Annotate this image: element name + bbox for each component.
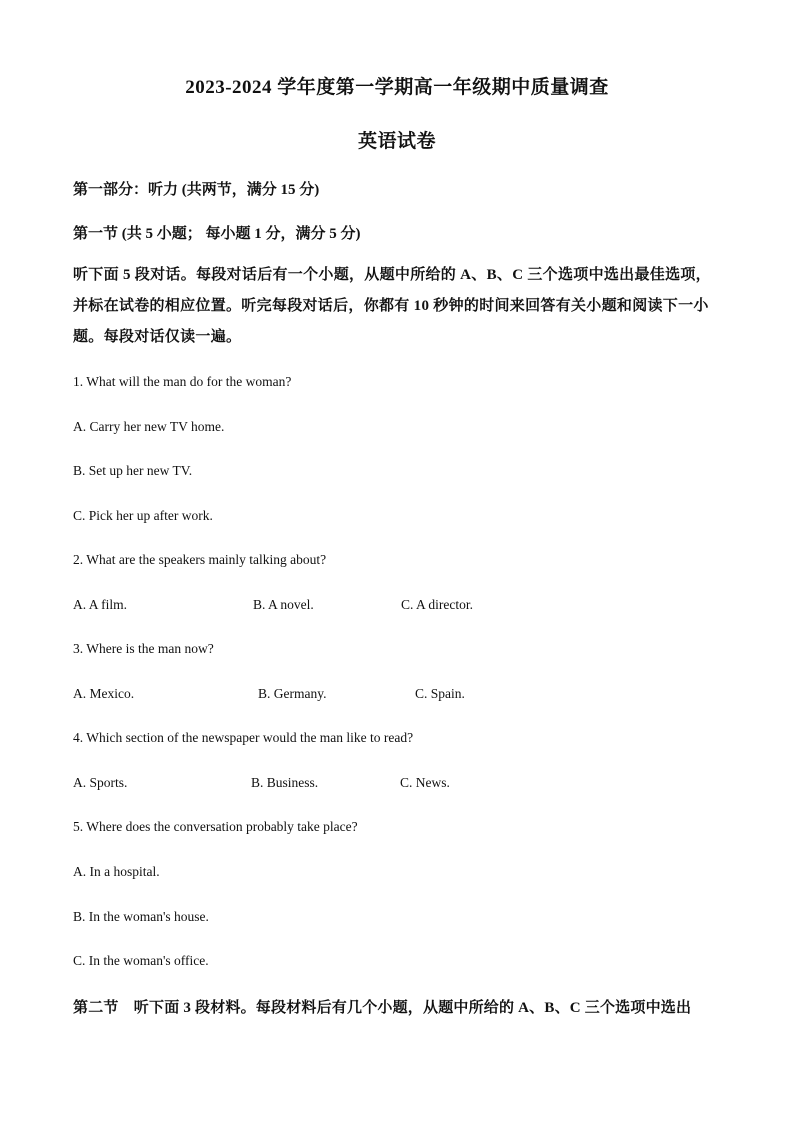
question-3-stem: 3. Where is the man now? — [73, 641, 214, 656]
section2-heading: 第二节 听下面 3 段材料。每段材料后有几个小题，从题中所给的 A、B、C 三个选项中选出 — [73, 1000, 692, 1016]
section1-heading: 第一节 (共 5 小题； 每小题 1 分，满分 5 分) — [73, 226, 361, 242]
question-3-option-b: B. Germany. — [258, 686, 327, 701]
question-4-option-a: A. Sports. — [73, 775, 128, 790]
exam-title: 2023-2024 学年度第一学期高一年级期中质量调查 — [185, 77, 609, 98]
question-5-stem: 5. Where does the conversation probably take place? — [73, 819, 358, 834]
question-3-option-a: A. Mexico. — [73, 686, 135, 701]
question-2-option-a: A. A film. — [73, 597, 128, 612]
question-5-option-b: B. In the woman's house. — [73, 909, 209, 924]
question-5-option-c: C. In the woman's office. — [73, 953, 209, 968]
question-2-option-b: B. A novel. — [253, 597, 314, 612]
question-4-option-b: B. Business. — [251, 775, 319, 790]
question-1-option-c: C. Pick her up after work. — [73, 508, 213, 523]
question-1-option-b: B. Set up her new TV. — [73, 463, 193, 478]
question-2-option-c: C. A director. — [401, 597, 473, 612]
exam-subtitle: 英语试卷 — [357, 131, 436, 152]
question-2-stem: 2. What are the speakers mainly talking about? — [73, 552, 327, 567]
question-1-stem: 1. What will the man do for the woman? — [73, 374, 292, 389]
question-1-option-a: A. Carry her new TV home. — [73, 419, 225, 434]
part1-heading: 第一部分：听力 (共两节，满分 15 分) — [73, 182, 320, 198]
question-3-option-c: C. Spain. — [415, 686, 465, 701]
section1-instructions: 听下面 5 段对话。每段对话后有一个小题，从题中所给的 A、B、C 三个选项中选出最佳选项，并标在试卷的相应位置。听完每段对话后，你都有 10 秒钟的时间来回答有关小题和阅读下一小题。每段对话仅读一遍。 — [73, 267, 711, 345]
question-4-option-c: C. News. — [400, 775, 450, 790]
question-4-stem: 4. Which section of the newspaper would the man like to read? — [73, 730, 414, 745]
question-5-option-a: A. In a hospital. — [73, 864, 160, 879]
